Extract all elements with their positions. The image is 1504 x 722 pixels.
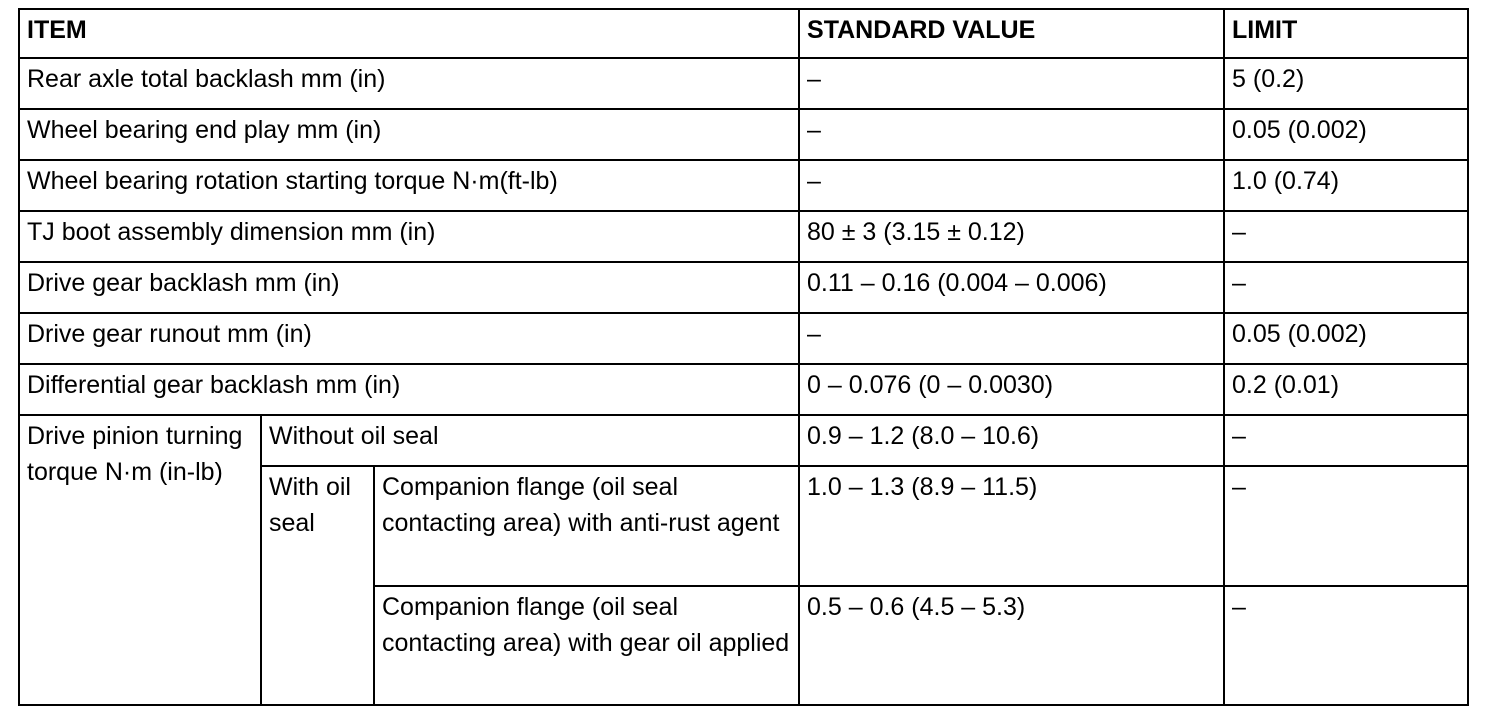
pinion-torque-label: Drive pinion turning torque N·m (in-lb) — [19, 415, 261, 705]
item-cell: Wheel bearing rotation starting torque N·m(ft-lb) — [19, 160, 799, 211]
table-row — [19, 364, 1468, 415]
limit-cell: – — [1224, 415, 1468, 466]
item-cell: Drive gear runout mm (in) — [19, 313, 799, 364]
standard-value-cell: 1.0 – 1.3 (8.9 – 11.5) — [799, 466, 1224, 586]
table-row — [19, 109, 1468, 160]
item-cell: TJ boot assembly dimension mm (in) — [19, 211, 799, 262]
standard-value-cell: – — [799, 160, 1224, 211]
condition-cell: Companion flange (oil seal contacting area) with gear oil applied — [374, 586, 799, 705]
header-limit: LIMIT — [1224, 9, 1468, 58]
header-row — [19, 9, 1468, 58]
table-row — [19, 58, 1468, 109]
header-standard-value: STANDARD VALUE — [799, 9, 1224, 58]
table-row — [19, 262, 1468, 313]
item-cell: Wheel bearing end play mm (in) — [19, 109, 799, 160]
table-row — [19, 211, 1468, 262]
standard-value-cell: 0.9 – 1.2 (8.0 – 10.6) — [799, 415, 1224, 466]
limit-cell: 1.0 (0.74) — [1224, 160, 1468, 211]
item-cell: Rear axle total backlash mm (in) — [19, 58, 799, 109]
specification-table — [18, 8, 1469, 706]
item-cell: Drive gear backlash mm (in) — [19, 262, 799, 313]
condition-cell: Companion flange (oil seal contacting area) with anti-rust agent — [374, 466, 799, 586]
standard-value-cell: 0.5 – 0.6 (4.5 – 5.3) — [799, 586, 1224, 705]
limit-cell: 0.2 (0.01) — [1224, 364, 1468, 415]
standard-value-cell: – — [799, 58, 1224, 109]
item-cell: Differential gear backlash mm (in) — [19, 364, 799, 415]
limit-cell: – — [1224, 586, 1468, 705]
table-row — [19, 313, 1468, 364]
standard-value-cell: 80 ± 3 (3.15 ± 0.12) — [799, 211, 1224, 262]
standard-value-cell: 0.11 – 0.16 (0.004 – 0.006) — [799, 262, 1224, 313]
limit-cell: – — [1224, 262, 1468, 313]
standard-value-cell: – — [799, 109, 1224, 160]
standard-value-cell: – — [799, 313, 1224, 364]
without-oil-seal-label: Without oil seal — [261, 415, 799, 466]
limit-cell: – — [1224, 466, 1468, 586]
limit-cell: 5 (0.2) — [1224, 58, 1468, 109]
limit-cell: 0.05 (0.002) — [1224, 109, 1468, 160]
limit-cell: – — [1224, 211, 1468, 262]
table-row — [19, 160, 1468, 211]
with-oil-seal-label: With oil seal — [261, 466, 374, 705]
header-item: ITEM — [19, 9, 799, 58]
standard-value-cell: 0 – 0.076 (0 – 0.0030) — [799, 364, 1224, 415]
limit-cell: 0.05 (0.002) — [1224, 313, 1468, 364]
table-row — [19, 415, 1468, 466]
